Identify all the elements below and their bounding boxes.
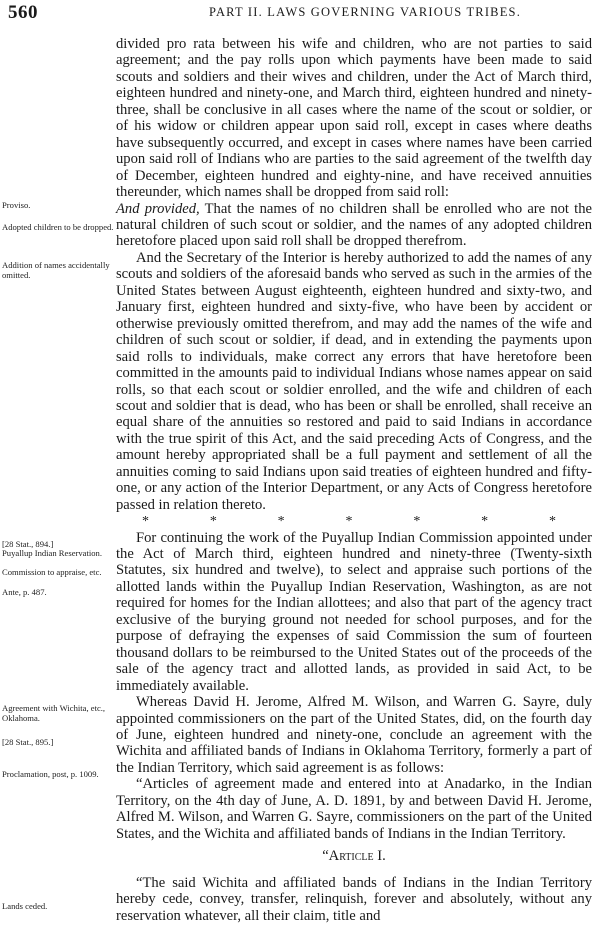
statute-body (116, 36, 592, 924)
star: * (481, 514, 489, 530)
page-number: 560 (8, 2, 38, 23)
margin-note-stat-895: [28 Stat., 895.] (2, 737, 54, 747)
proviso-lead: And provided, (116, 200, 200, 217)
star: * (277, 514, 285, 530)
star: * (345, 514, 353, 530)
star: * (413, 514, 421, 530)
margin-note-proviso: Proviso. (2, 200, 31, 210)
margin-note-addition-of-names: Addition of names accidentally omitted. (2, 260, 110, 280)
omission-stars (116, 513, 592, 529)
star: * (209, 514, 217, 530)
margin-note-lands-ceded: Lands ceded. (2, 901, 48, 911)
star: * (548, 514, 556, 530)
margin-note-adopted-children: Adopted children to be dropped. (2, 222, 114, 232)
running-head: PART II. LAWS GOVERNING VARIOUS TRIBES. (208, 5, 522, 19)
paragraph-whereas: Whereas David H. Jerome, Alfred M. Wilson, and Warren G. Sayre, duly appointed commissioners on the part of the United States, did, on the fourth day of June, eighteen hundred and ninety-one, conclude an agreement with the Wichita and affiliated bands of Indians in Oklahoma Territory, formerly a part of the Indian Territory, which said agreement is as follows: (116, 694, 592, 776)
margin-note-agreement-wichita: Agreement with Wichita, etc., Oklahoma. (2, 703, 106, 723)
article-title: “Article I. (322, 848, 386, 865)
margin-note-proclamation: Proclamation, post, p. 1009. (2, 769, 99, 779)
proviso-text: That the names of no children shall be enrolled who are not the natural children of such scout or soldier, and the names of any adopted children heretofore placed upon said roll shall be dropped therefrom. (116, 200, 593, 250)
margin-note-commission: Commission to appraise, etc. (2, 567, 102, 577)
paragraph-cession: “The said Wichita and affiliated bands of Indians in the Indian Territory hereby cede, convey, transfer, relinquish, forever and absolutely, without any reservation whatever, all their claim, title and (116, 874, 592, 924)
margin-note-ante: Ante, p. 487. (2, 587, 47, 597)
paragraph-puyallup-commission: For continuing the work of the Puyallup Indian Commission appointed under the Act of March third, eighteen hundred and ninety-three (Twenty-sixth Statutes, six hundred and twelve), to select and appraise such portions of the allotted lands within the Puyallup Indian Reservation, Washington, as are not required for homes for the Indian allottees; and also that part of the agency tract exclusive of the burying ground not needed for school purposes, and for the purpose of defraying the expenses of said Commission the sum of fourteen thousand dollars to be reimbursed to the United States out of the proceeds of the sale of the agency tract and allotted lands, as provided in said Act, to be immediately available. (116, 529, 592, 694)
margin-note-stat-894: [28 Stat., 894.] (2, 539, 54, 549)
margin-note-puyallup: Puyallup Indian Reservation. (2, 548, 103, 558)
paragraph-secretary-authorized: And the Secretary of the Interior is hereby authorized to add the names of any scouts and soldiers of the aforesaid bands who served as such in the armies of the United States between August eighteenth, eighteen hundred and sixty-two, and January first, eighteen hundred and sixty-five, who have been by accident or otherwise previously omitted therefrom, and may add the names of the wife and children of such scout or soldier, if dead, and in extending the payments upon said rolls to individuals, make correct any errors that have heretofore been committed in the amounts paid to individual Indians whose names appear on said rolls, so that each scout or soldier enrolled, and the wife and children of each scout and soldier that is dead, who has been or shall be enrolled, shall receive an equal share of the annuities so restored and paid to said Indians in accordance with the true spirit of this Act, and the said preceding Acts of Congress, and the amount hereby appropriated shall be a full payment and settlement of all the annuities coming to said Indians upon said treaties of eighteen hundred and fifty-one, or any action of the Interior Department, or any Acts of Congress heretofore passed in relation thereto. (116, 249, 592, 513)
paragraph-pay-rolls: divided pro rata between his wife and children, who are not parties to said agreement; and the pay rolls upon which payments have been made to said scouts and soldiers and their wives and children, under the Act of March third, eighteen hundred and ninety-one, and March third, eighteen hundred and ninety-three, shall be conclusive in all cases where the name of the scout or soldier, or of his widow or children appear upon said roll, except in cases where deaths have subsequently occurred, and except in cases where names have been carried upon said roll of Indians who are parties to the said agreement of the twelfth day of December, eighteen hundred and eighty-nine, and have received annuities thereunder, which names shall be dropped from said roll: (116, 36, 592, 201)
star: * (142, 514, 149, 530)
paragraph-proviso (116, 201, 592, 250)
paragraph-articles-of-agreement: “Articles of agreement made and entered into at Anadarko, in the Indian Territory, on the 4th day of June, A. D. 1891, by and between David H. Jerome, Alfred M. Wilson, and Warren G. Sayre, commissioners on the part of the United States, and the Wichita and affiliated bands of Indians in the Indian Territory. (116, 776, 592, 842)
page-header (0, 2, 600, 26)
